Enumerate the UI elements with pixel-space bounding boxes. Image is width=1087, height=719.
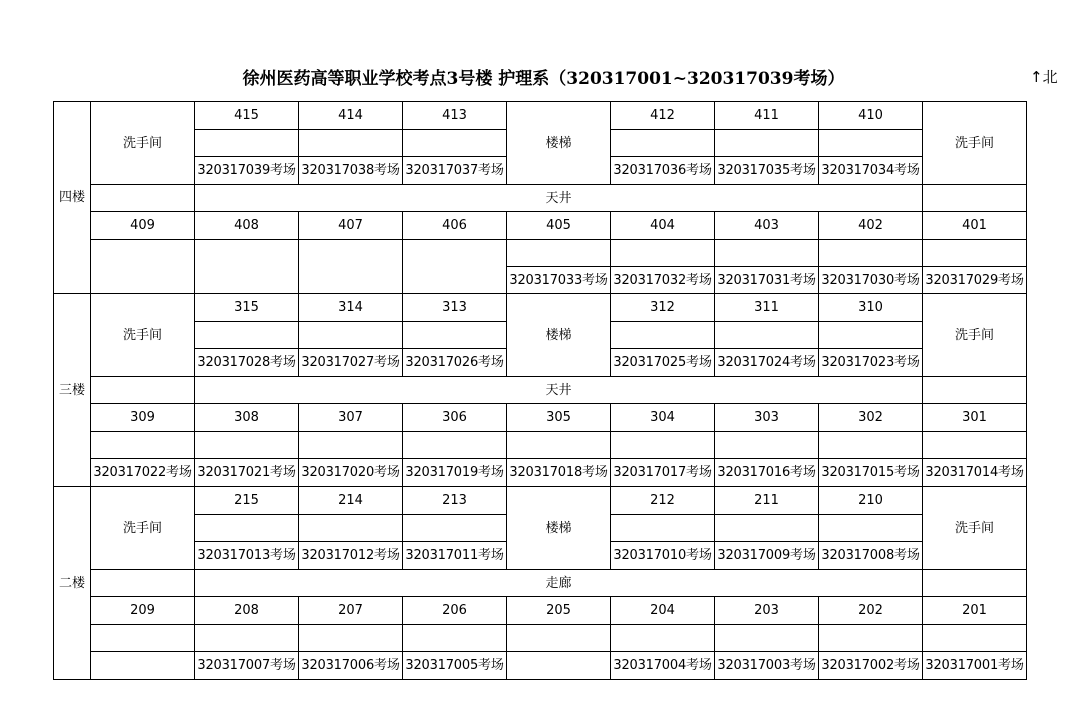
- page-title: 徐州医药高等职业学校考点3号楼 护理系（320317001~320317039考场）: [242, 69, 845, 89]
- room-number: 214: [299, 487, 403, 515]
- plan-row: [54, 625, 1027, 652]
- corridor-blank: [923, 185, 1027, 212]
- room-number: 410: [819, 102, 923, 130]
- room-number: 207: [299, 597, 403, 625]
- room-blank: [923, 625, 1027, 652]
- exam-room-label: 320317002考场: [819, 652, 923, 680]
- room-number: 307: [299, 404, 403, 432]
- plan-row: [54, 185, 1027, 212]
- room-blank: [715, 515, 819, 542]
- room-blank: [715, 240, 819, 267]
- room-blank: [819, 625, 923, 652]
- room-number: 406: [403, 212, 507, 240]
- room-blank: [715, 432, 819, 459]
- room-blank: [403, 130, 507, 157]
- room-blank: [507, 625, 611, 652]
- exam-room-label: 320317020考场: [299, 459, 403, 487]
- room-blank: [403, 240, 507, 294]
- exam-room-label: 320317031考场: [715, 267, 819, 294]
- room-blank: [819, 432, 923, 459]
- room-blank: [819, 130, 923, 157]
- room-number: 304: [611, 404, 715, 432]
- room-number: 314: [299, 294, 403, 322]
- room-blank: [507, 432, 611, 459]
- room-number: 401: [923, 212, 1027, 240]
- washroom-right: 洗手间: [923, 294, 1027, 377]
- room-blank: [507, 240, 611, 267]
- stairs: 楼梯: [507, 294, 611, 377]
- washroom-left: 洗手间: [91, 487, 195, 570]
- exam-room-label: 320317006考场: [299, 652, 403, 680]
- exam-room-label: 320317005考场: [403, 652, 507, 680]
- room-blank: [195, 515, 299, 542]
- room-blank: [403, 625, 507, 652]
- room-blank: [299, 432, 403, 459]
- room-number: 312: [611, 294, 715, 322]
- room-blank: [195, 322, 299, 349]
- room-blank: [715, 625, 819, 652]
- room-number: 206: [403, 597, 507, 625]
- room-blank: [611, 130, 715, 157]
- room-blank: [195, 130, 299, 157]
- room-number: 301: [923, 404, 1027, 432]
- washroom-right: 洗手间: [923, 487, 1027, 570]
- room-blank: [195, 240, 299, 294]
- room-blank: [299, 322, 403, 349]
- plan-row: [54, 102, 1027, 130]
- room-number: 215: [195, 487, 299, 515]
- room-blank: [195, 625, 299, 652]
- room-number: 412: [611, 102, 715, 130]
- room-blank: [91, 240, 195, 294]
- plan-row: [54, 212, 1027, 240]
- exam-room-label: 320317009考场: [715, 542, 819, 570]
- room-number: 208: [195, 597, 299, 625]
- room-number: 204: [611, 597, 715, 625]
- room-number: 411: [715, 102, 819, 130]
- room-blank: [91, 432, 195, 459]
- stairs: 楼梯: [507, 102, 611, 185]
- exam-room-label: 320317029考场: [923, 267, 1027, 294]
- exam-room-label: 320317025考场: [611, 349, 715, 377]
- corridor-blank: [91, 570, 195, 597]
- plan-row: [54, 652, 1027, 680]
- room-number: 202: [819, 597, 923, 625]
- plan-row: [54, 240, 1027, 267]
- exam-room-label: 320317019考场: [403, 459, 507, 487]
- north-indicator: ↑北: [1030, 68, 1058, 86]
- room-number: 211: [715, 487, 819, 515]
- room-number: 408: [195, 212, 299, 240]
- exam-room-label: 320317037考场: [403, 157, 507, 185]
- room-number: 413: [403, 102, 507, 130]
- plan-row: [54, 377, 1027, 404]
- floor-label: 四楼: [54, 102, 91, 294]
- room-blank: [715, 130, 819, 157]
- room-blank: [91, 625, 195, 652]
- exam-room-label: 320317017考场: [611, 459, 715, 487]
- room-blank: [819, 240, 923, 267]
- room-number: 306: [403, 404, 507, 432]
- washroom-left: 洗手间: [91, 102, 195, 185]
- exam-room-label: 320317026考场: [403, 349, 507, 377]
- washroom-right: 洗手间: [923, 102, 1027, 185]
- room-number: 203: [715, 597, 819, 625]
- exam-room-label: 320317013考场: [195, 542, 299, 570]
- room-number: 303: [715, 404, 819, 432]
- corridor: 天井: [195, 377, 923, 404]
- room-blank: [611, 240, 715, 267]
- exam-room-label: 320317007考场: [195, 652, 299, 680]
- exam-room-label: 320317030考场: [819, 267, 923, 294]
- room-number: 313: [403, 294, 507, 322]
- exam-room-label: 320317022考场: [91, 459, 195, 487]
- exam-room-label: 320317016考场: [715, 459, 819, 487]
- room-blank: [611, 515, 715, 542]
- corridor-blank: [91, 377, 195, 404]
- exam-room-label: 320317035考场: [715, 157, 819, 185]
- exam-room-label: 320317024考场: [715, 349, 819, 377]
- room-number: 201: [923, 597, 1027, 625]
- room-blank: [819, 322, 923, 349]
- exam-room-label: 320317011考场: [403, 542, 507, 570]
- plan-row: [54, 459, 1027, 487]
- room-blank: [715, 322, 819, 349]
- exam-room-label: 320317018考场: [507, 459, 611, 487]
- corridor-blank: [91, 185, 195, 212]
- room-number: 310: [819, 294, 923, 322]
- plan-row: [54, 294, 1027, 322]
- room-blank: [299, 515, 403, 542]
- room-blank: [403, 515, 507, 542]
- exam-room-label: 320317012考场: [299, 542, 403, 570]
- room-number: 407: [299, 212, 403, 240]
- plan-row: [54, 404, 1027, 432]
- exam-room-label: 320317036考场: [611, 157, 715, 185]
- exam-room-label: 320317003考场: [715, 652, 819, 680]
- room-blank: [923, 432, 1027, 459]
- corridor-blank: [923, 377, 1027, 404]
- floor-label: 二楼: [54, 487, 91, 680]
- exam-room-label: 320317032考场: [611, 267, 715, 294]
- room-number: 414: [299, 102, 403, 130]
- exam-room-label: 320317021考场: [195, 459, 299, 487]
- exam-room-label: 320317038考场: [299, 157, 403, 185]
- floor-plan-table: [53, 101, 1027, 680]
- room-blank: [299, 130, 403, 157]
- exam-room-label: 320317015考场: [819, 459, 923, 487]
- exam-room-label: 320317014考场: [923, 459, 1027, 487]
- room-blank: [403, 322, 507, 349]
- room-number: 409: [91, 212, 195, 240]
- exam-room-label: 320317027考场: [299, 349, 403, 377]
- room-blank: [299, 625, 403, 652]
- room-number: 415: [195, 102, 299, 130]
- stairs: 楼梯: [507, 487, 611, 570]
- plan-row: [54, 597, 1027, 625]
- room-blank: [923, 240, 1027, 267]
- room-number: 212: [611, 487, 715, 515]
- room-blank: [299, 240, 403, 294]
- exam-room-label: 320317010考场: [611, 542, 715, 570]
- room-number: 309: [91, 404, 195, 432]
- exam-room-label: 320317004考场: [611, 652, 715, 680]
- room-number: 308: [195, 404, 299, 432]
- plan-row: [54, 487, 1027, 515]
- room-number: 402: [819, 212, 923, 240]
- corridor-blank: [923, 570, 1027, 597]
- room-number: 311: [715, 294, 819, 322]
- floor-label: 三楼: [54, 294, 91, 487]
- room-blank: [611, 432, 715, 459]
- room-blank: [819, 515, 923, 542]
- room-number: 209: [91, 597, 195, 625]
- exam-room-label: 320317028考场: [195, 349, 299, 377]
- room-blank: [403, 432, 507, 459]
- plan-row: [54, 432, 1027, 459]
- washroom-left: 洗手间: [91, 294, 195, 377]
- room-number: 210: [819, 487, 923, 515]
- room-number: 405: [507, 212, 611, 240]
- exam-room-label: 320317034考场: [819, 157, 923, 185]
- plan-row: [54, 570, 1027, 597]
- exam-room-label: 320317039考场: [195, 157, 299, 185]
- room-number: 404: [611, 212, 715, 240]
- room-blank: [611, 322, 715, 349]
- room-number: 302: [819, 404, 923, 432]
- room-blank: [611, 625, 715, 652]
- exam-room-label: 320317023考场: [819, 349, 923, 377]
- exam-room-label: 320317001考场: [923, 652, 1027, 680]
- room-number: 205: [507, 597, 611, 625]
- corridor: 天井: [195, 185, 923, 212]
- exam-room-label: 320317033考场: [507, 267, 611, 294]
- corridor: 走廊: [195, 570, 923, 597]
- room-number: 315: [195, 294, 299, 322]
- exam-room-label: [91, 652, 195, 680]
- room-number: 213: [403, 487, 507, 515]
- exam-room-label: 320317008考场: [819, 542, 923, 570]
- room-blank: [195, 432, 299, 459]
- room-number: 305: [507, 404, 611, 432]
- exam-room-label: [507, 652, 611, 680]
- room-number: 403: [715, 212, 819, 240]
